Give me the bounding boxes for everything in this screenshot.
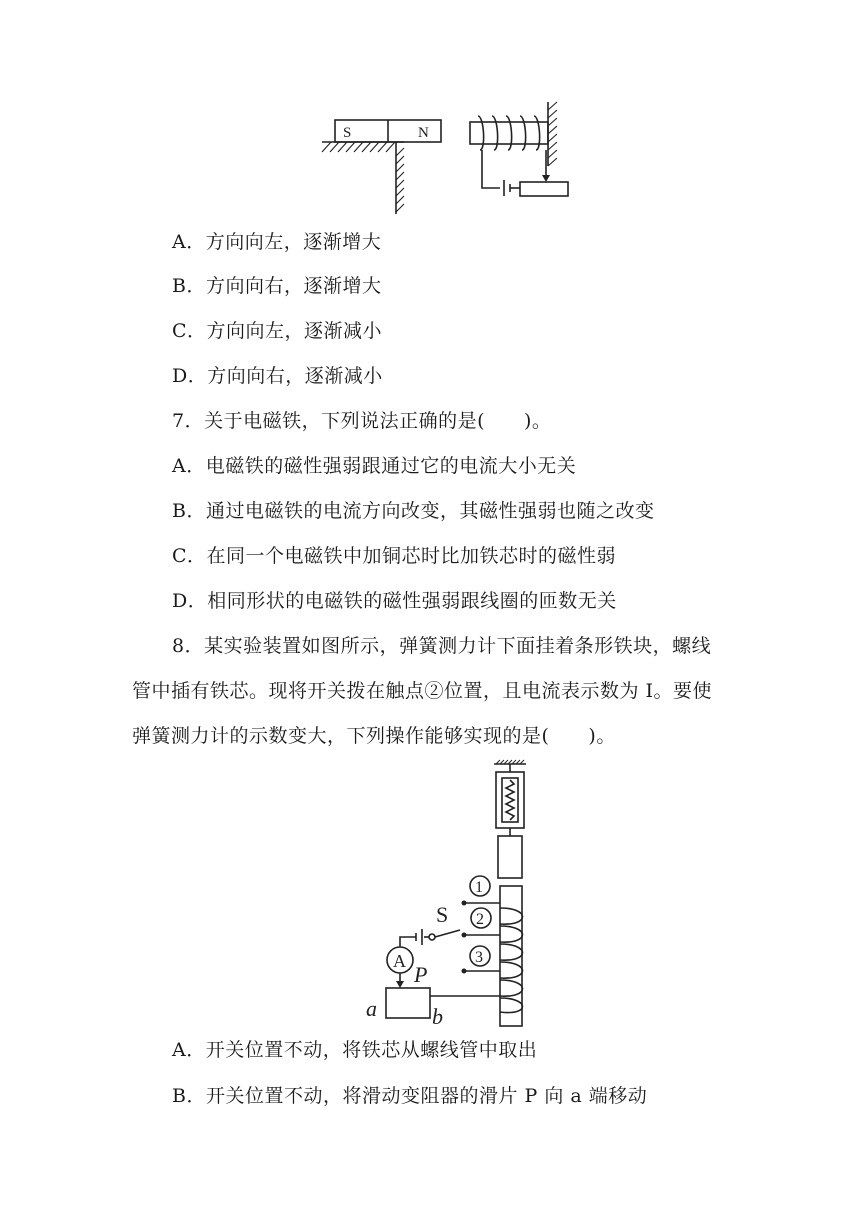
magnet-n-label: N (418, 125, 429, 141)
switch-label: S (436, 902, 449, 927)
q6-option-d: D．方向向右，逐渐减小 (172, 365, 383, 387)
q8-option-a: A．开关位置不动，将铁芯从螺线管中取出 (172, 1039, 538, 1061)
q8-stem-line-1: 8．某实验装置如图所示，弹簧测力计下面挂着条形铁块，螺线 (172, 635, 712, 657)
contact-3-label: 3 (475, 949, 483, 966)
q8-stem-line-2: 管中插有铁芯。现将开关拨在触点②位置，且电流表示数为 I。要使 (132, 680, 713, 702)
slider-label: P (414, 962, 428, 987)
ammeter-label: A (393, 951, 406, 971)
q7-option-c: C．在同一个电磁铁中加铜芯时比加铁芯时的磁性弱 (172, 545, 617, 567)
q7-option-d: D．相同形状的电磁铁的磁性强弱跟线圈的匝数无关 (172, 590, 617, 612)
q8-option-b: B．开关位置不动，将滑动变阻器的滑片 P 向 a 端移动 (172, 1085, 648, 1107)
q6-option-b: B．方向向右，逐渐增大 (172, 275, 382, 297)
magnet-s-label: S (343, 125, 352, 141)
contact-1-label: 1 (475, 879, 483, 896)
figure-spring-solenoid (0, 760, 860, 1060)
rheostat-end-a-label: a (366, 996, 377, 1021)
q7-stem: 7．关于电磁铁，下列说法正确的是( )。 (172, 410, 552, 432)
figure-magnet-coil (0, 0, 860, 230)
q8-stem-line-3: 弹簧测力计的示数变大，下列操作能够实现的是( )。 (132, 725, 616, 747)
q6-option-a: A．方向向左，逐渐增大 (172, 231, 382, 253)
q6-option-c: C．方向向左，逐渐减小 (172, 320, 383, 342)
q7-option-b: B．通过电磁铁的电流方向改变，其磁性强弱也随之改变 (172, 500, 655, 522)
q7-option-a: A．电磁铁的磁性强弱跟通过它的电流大小无关 (172, 455, 577, 477)
rheostat-end-b-label: b (432, 1004, 443, 1029)
contact-2-label: 2 (476, 911, 484, 928)
